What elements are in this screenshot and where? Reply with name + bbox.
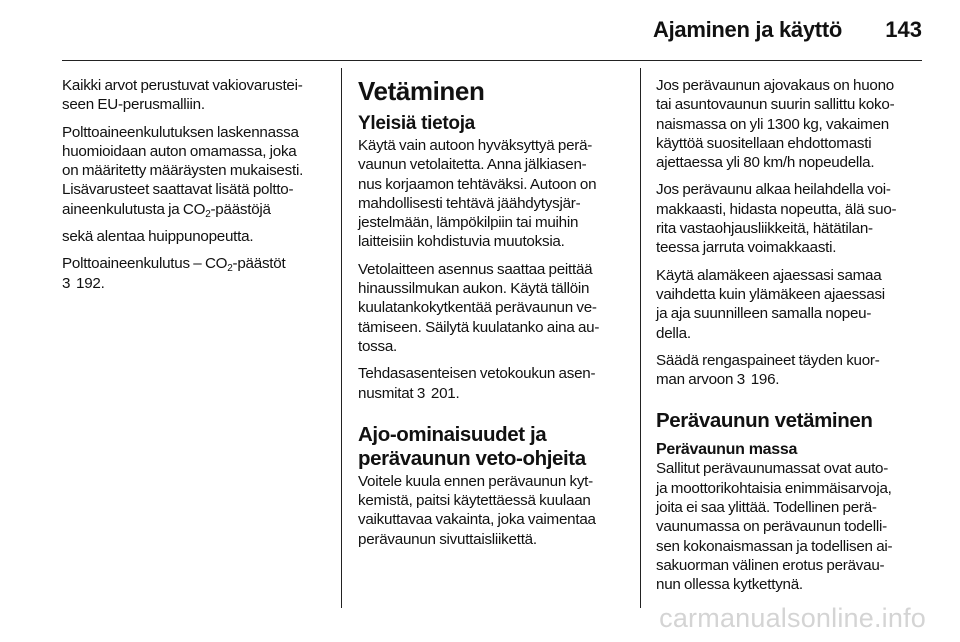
paragraph-fuel-calculation: Polttoaineenkulutuksen laskennassa huomioidaan auton omamassa, joka on määritetty määräysten mukaisesti. Lisävarusteet saattavat lisätä poltto- aineenkulutusta ja $CO_2$-päästöjä — [62, 123, 304, 220]
page-header-title: Ajaminen ja käyttö — [653, 17, 842, 42]
subheading-trailer-mass: Perävaunun massa — [656, 441, 798, 459]
paragraph-factory-hitch: Tehdasasenteisen vetokoukun asen- nusmitat 3 201. — [358, 365, 596, 402]
page-number: 143 — [885, 17, 922, 42]
page-reference-link[interactable]: 196. — [750, 371, 780, 389]
paragraph-towing-eye: Vetolaitteen asennus saattaa peittää hinaussilmukan aukon. Käytä tällöin kuulatankokytkentää perävaunun ve- tämiseen. Säilytä kuulatanko aina au- tossa. — [358, 260, 600, 355]
column-2 — [358, 76, 626, 557]
paragraph-downhill-gear: Käytä alamäkeen ajaessasi samaa vaihdetta kuin ylämäkeen ajaessasi ja aja suunnilleen samalla nopeu- della. — [656, 266, 885, 342]
page-reference-icon: 3 — [62, 274, 71, 292]
paragraph-grease-ball: Voitele kuula ennen perävaunun kyt- kemistä, paitsi käytettäessä kuulaan vaikuttavaa vakainta, joka vaimentaa perävaunun sivuttaisliikettä. — [358, 472, 596, 548]
paragraph-stabiliser: Jos perävaunun ajovakaus on huono tai asuntovaunun suurin sallittu koko- naismassa on yli 1300 kg, vakaimen käyttöä suositellaan ehdottomasti ajettaessa yli 80 km/h nopeudella. — [656, 77, 895, 172]
paragraph-trailer-loads: Sallitut perävaunumassat ovat auto- ja moottorikohtaisia enimmäisarvoja, joita ei saa ylittää. Todellinen perä- vaunumassa on perävaunun todelli- sen kokonaismassan ja todellisen ai- sakuorman välinen erotus perävau- nun ollessa kytkettynä. — [656, 460, 893, 594]
paragraph-eu-base-model: Kaikki arvot perustuvat vakiovarustei- seen EU-perusmalliin. — [62, 77, 303, 114]
page-reference-link[interactable]: 192. — [76, 274, 105, 292]
subheading-general-info: Yleisiä tietoja — [358, 113, 475, 134]
watermark: carmanualsonline.info — [659, 603, 926, 633]
paragraph-tyre-pressure: Säädä rengaspaineet täyden kuor- man arvoon 3 196. — [656, 351, 880, 389]
subheading-driving-characteristics: Ajo-ominaisuudet ja perävaunun veto-ohjeita — [358, 422, 586, 470]
paragraph-snaking: Jos perävaunu alkaa heilahdella voi- makkaasti, hidasta nopeutta, älä suo- rita vastaohjausliikkeitä, hätätilan- teessa jarruta voimakkaasti. — [656, 181, 897, 257]
page-reference-link[interactable]: 201. — [430, 384, 460, 402]
header-divider — [62, 60, 922, 61]
page-reference-icon: 3 — [736, 371, 745, 389]
paragraph-top-speed: sekä alentaa huippunopeutta. — [62, 228, 254, 246]
column-1 — [62, 76, 326, 301]
section-heading-trailer-towing: Perävaunun vetäminen — [656, 409, 873, 433]
page-reference-icon: 3 — [416, 384, 426, 402]
column-divider-2 — [640, 68, 641, 608]
paragraph-towbar: Käytä vain autoon hyväksyttyä perä- vaunun vetolaitetta. Anna jälkiasen- nus korjaamon tehtäväksi. Autoon on mahdollisesti tehtävä jäähdytysjär- jestelmään, lämpökilpiin tai muihin laitteisiin kohdistuvia muutoksia. — [358, 137, 597, 251]
column-3 — [656, 76, 926, 603]
paragraph-co2-reference: Polttoaineenkulutus – $CO_2$-päästöt 3 192. — [62, 255, 286, 292]
section-heading-towing: Vetäminen — [358, 76, 485, 106]
column-divider-1 — [341, 68, 342, 608]
